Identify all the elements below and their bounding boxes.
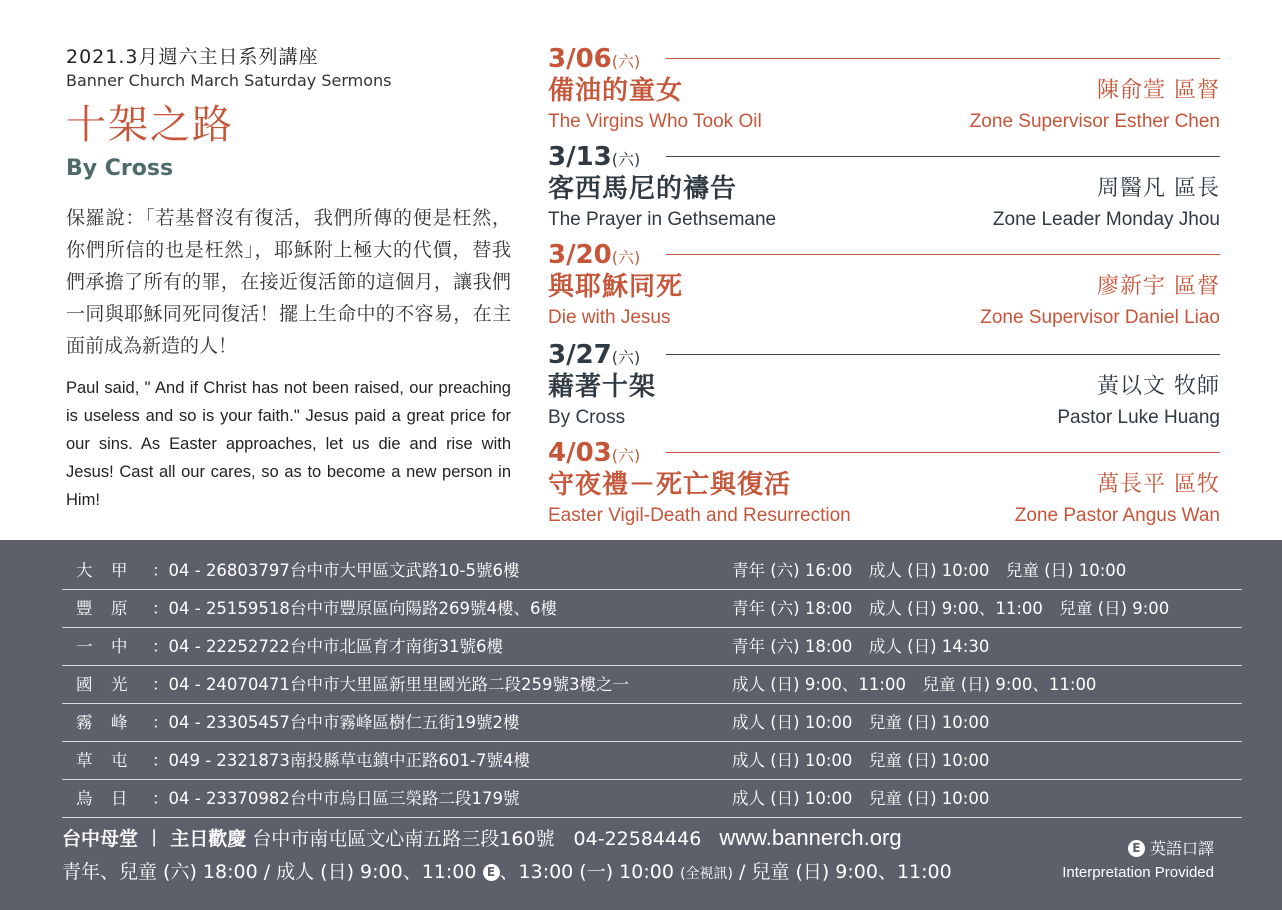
branch-info-band — [0, 540, 1282, 910]
branch-name: 一 中 — [76, 637, 129, 656]
schedule-text: 青年、兒童 (六) 18:00 / 成人 (日) 9:00、11:00 — [62, 861, 477, 883]
table-row — [62, 590, 1242, 628]
sermon-title-en: The Prayer in Gethsemane — [548, 209, 777, 230]
speaker-zh: 黃以文 牧師 — [1097, 374, 1220, 399]
headquarters-schedule — [62, 858, 952, 888]
series-title-en: Banner Church March Saturday Sermons — [66, 71, 392, 90]
sermon-title-zh: 客西馬尼的禱告 — [548, 174, 738, 204]
branch-name: 烏 日 — [76, 789, 129, 808]
branch-phone: ：049 - 2321873 — [152, 751, 290, 770]
table-row — [62, 666, 1242, 704]
schedule-text: 、13:00 (一) 10:00 — [499, 861, 674, 883]
speaker-en: Zone Leader Monday Jhou — [992, 209, 1220, 230]
branch-name: 大 甲 — [76, 561, 129, 580]
branch-address: 台中市大甲區文武路10-5號6樓 — [290, 561, 520, 580]
branch-table — [62, 552, 1242, 818]
main-subtitle: By Cross — [66, 156, 174, 181]
branch-phone: ：04 - 24070471 — [152, 675, 290, 694]
sermon-day: (六) — [611, 446, 641, 465]
branch-address: 南投縣草屯鎮中正路601-7號4樓 — [290, 751, 530, 770]
branch-address: 台中市豐原區向陽路269號4樓、6樓 — [290, 599, 557, 618]
branch-times: 成人 (日) 10:00 兒童 (日) 10:00 — [732, 713, 990, 732]
website-link[interactable]: www.bannerch.org — [719, 825, 902, 850]
branch-name: 豐 原 — [76, 599, 129, 618]
speaker-en: Zone Supervisor Esther Chen — [969, 111, 1220, 132]
sermon-day: (六) — [611, 52, 641, 71]
divider — [666, 254, 1220, 255]
speaker-en: Zone Supervisor Daniel Liao — [980, 307, 1220, 328]
main-title: 十架之路 — [66, 102, 234, 148]
intro-text-zh: 保羅說：「若基督沒有復活，我們所傳的便是枉然，你們所信的也是枉然」，耶穌附上極大的代價，替我們承擔了所有的罪，在接近復活節的這個月，讓我們一同與耶穌同死同復活！擺上生命中的不容易，在主面前成為新造的人！ — [66, 207, 511, 357]
speaker-en: Pastor Luke Huang — [1057, 407, 1220, 428]
divider — [666, 58, 1220, 59]
branch-times: 成人 (日) 10:00 兒童 (日) 10:00 — [732, 789, 990, 808]
sermon-item — [548, 142, 1220, 238]
sermon-title-zh: 藉著十架 — [548, 372, 657, 402]
table-row — [62, 780, 1242, 818]
divider — [666, 452, 1220, 453]
sermon-title-zh: 與耶穌同死 — [548, 272, 684, 302]
branch-name: 霧 峰 — [76, 713, 129, 732]
branch-address: 台中市烏日區三榮路二段179號 — [290, 789, 520, 808]
branch-times: 青年 (六) 18:00 成人 (日) 14:30 — [732, 637, 990, 656]
branch-address: 台中市北區育才南街31號6樓 — [290, 637, 503, 656]
branch-address: 台中市霧峰區樹仁五街19號2樓 — [290, 713, 520, 732]
sermon-title-en: Easter Vigil-Death and Resurrection — [548, 505, 851, 526]
interpretation-label-en: Interpretation Provided — [1062, 864, 1214, 881]
table-row — [62, 704, 1242, 742]
table-row — [62, 628, 1242, 666]
sermon-day: (六) — [611, 348, 641, 367]
headquarters-line — [62, 824, 902, 853]
sermon-date: 3/06 — [548, 44, 612, 74]
schedule-note: (全視訊) — [679, 866, 733, 882]
branch-address: 台中市大里區新里里國光路二段259號3樓之一 — [290, 675, 629, 694]
branch-phone: ：04 - 22252722 — [152, 637, 290, 656]
sermon-date: 4/03 — [548, 438, 612, 468]
schedule-text: / 兒童 (日) 9:00、11:00 — [732, 861, 952, 883]
branch-phone: ：04 - 26803797 — [152, 561, 290, 580]
english-interpretation-icon: E — [1128, 840, 1145, 857]
sermon-item — [548, 240, 1220, 336]
sermon-day: (六) — [611, 248, 641, 267]
branch-phone: ：04 - 23370982 — [152, 789, 290, 808]
series-intro — [66, 44, 511, 514]
intro-text-en: Paul said, " And if Christ has not been raised, our preaching is useless and so is your faith." Jesus paid a great price for our sins. As Easter approaches, let us die and rise with Jesus! Cast all our cares, so as to become a new person in Him! — [66, 379, 511, 509]
sermon-item — [548, 44, 1220, 140]
branch-times: 成人 (日) 10:00 兒童 (日) 10:00 — [732, 751, 990, 770]
divider — [666, 156, 1220, 157]
interpretation-note — [1062, 838, 1214, 884]
branch-phone: ：04 - 25159518 — [152, 599, 290, 618]
speaker-zh: 陳俞萱 區督 — [1097, 78, 1220, 103]
speaker-en: Zone Pastor Angus Wan — [1014, 505, 1220, 526]
sermon-title-zh: 備油的童女 — [548, 76, 684, 106]
sermon-title-en: Die with Jesus — [548, 307, 671, 328]
branch-times: 成人 (日) 9:00、11:00 兒童 (日) 9:00、11:00 — [732, 675, 1097, 694]
sermon-date: 3/20 — [548, 240, 612, 270]
sermon-title-zh: 守夜禮－死亡與復活 — [548, 470, 792, 500]
sermon-item — [548, 438, 1220, 534]
sermon-date: 3/27 — [548, 340, 612, 370]
table-row — [62, 742, 1242, 780]
branch-times: 青年 (六) 18:00 成人 (日) 9:00、11:00 兒童 (日) 9:00 — [732, 599, 1170, 618]
divider — [666, 354, 1220, 355]
branch-phone: ：04 - 23305457 — [152, 713, 290, 732]
interpretation-label-zh: 英語口譯 — [1149, 839, 1214, 858]
branch-name: 草 屯 — [76, 751, 129, 770]
table-row — [62, 552, 1242, 590]
branch-times: 青年 (六) 16:00 成人 (日) 10:00 兒童 (日) 10:00 — [732, 561, 1127, 580]
speaker-zh: 萬長平 區牧 — [1097, 472, 1220, 497]
speaker-zh: 周醫凡 區長 — [1097, 176, 1220, 201]
headquarters-address: 台中市南屯區文心南五路三段160號 04-22584446 — [252, 828, 702, 850]
speaker-zh: 廖新宇 區督 — [1097, 274, 1220, 299]
headquarters-label: 台中母堂 ︱ 主日歡慶 — [62, 828, 247, 850]
series-title-zh: 2021.3月週六主日系列講座 — [66, 46, 319, 68]
sermon-title-en: The Virgins Who Took Oil — [548, 111, 762, 132]
sermon-day: (六) — [611, 150, 641, 169]
sermon-title-en: By Cross — [548, 407, 626, 428]
branch-name: 國 光 — [76, 675, 129, 694]
sermon-date: 3/13 — [548, 142, 612, 172]
sermon-item — [548, 340, 1220, 436]
english-interpretation-icon: E — [483, 864, 500, 881]
